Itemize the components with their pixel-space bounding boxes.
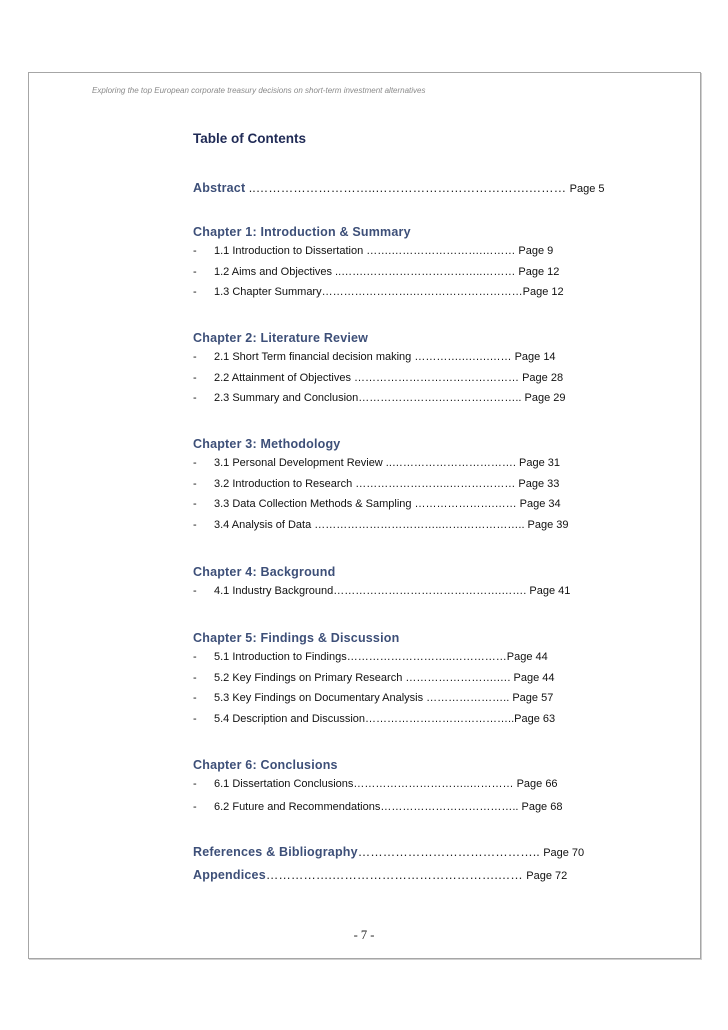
references-entry[interactable]	[193, 841, 613, 864]
toc-entry[interactable]	[193, 262, 613, 283]
appendices-entry[interactable]	[193, 864, 613, 887]
entry-text: 5.2 Key Findings on Primary Research …………………….…. Page 44	[214, 671, 555, 684]
abstract-entry[interactable]	[193, 179, 613, 197]
toc-entry[interactable]	[193, 581, 613, 602]
entry-bullet: -	[193, 518, 197, 531]
toc-entry[interactable]	[193, 515, 613, 536]
entry-text: 3.2 Introduction to Research ……………………..……………… Page 33	[214, 477, 560, 490]
entry-text: 3.4 Analysis of Data ……………………………..………………….. Page 39	[214, 518, 569, 531]
entry-text: 5.1 Introduction to Findings………………………..……………Page 44	[214, 651, 548, 663]
entry-bullet: -	[193, 351, 197, 363]
abstract-page: Page 5	[569, 183, 605, 195]
references-dots: ……………………………………..	[357, 845, 544, 859]
appendices-dots: …………….………………………………….……	[265, 868, 527, 882]
entry-bullet: -	[193, 265, 197, 278]
toc-chapter-1	[193, 223, 613, 303]
toc-title: Table of Contents	[193, 131, 306, 146]
toc-entry[interactable]	[193, 347, 613, 368]
entry-bullet: -	[193, 651, 197, 663]
entry-text: 6.2 Future and Recommendations……………………………….. Page 68	[214, 800, 563, 813]
references-page: Page 70	[543, 847, 585, 859]
abstract-dots: ..………………………..……………………………….………	[245, 181, 570, 195]
toc-abstract	[193, 179, 613, 197]
chapter-heading[interactable]: Chapter 3: Methodology	[193, 437, 341, 451]
entry-text: 5.4 Description and Discussion…………………………………..Page 63	[214, 712, 556, 725]
references-label: References & Bibliography	[193, 845, 358, 859]
chapter-heading[interactable]: Chapter 6: Conclusions	[193, 758, 338, 772]
chapter-heading[interactable]: Chapter 4: Background	[193, 565, 336, 579]
entry-bullet: -	[193, 778, 197, 790]
toc-entry[interactable]	[193, 709, 613, 730]
toc-entry[interactable]	[193, 774, 613, 795]
entry-text: 6.1 Dissertation Conclusions…………………………..………… Page 66	[214, 778, 558, 790]
entry-text: 1.2 Aims and Objectives ..…….…………………………..……… Page 12	[214, 265, 560, 278]
toc-entry[interactable]	[193, 453, 613, 474]
entry-bullet: -	[193, 392, 197, 404]
chapter-heading[interactable]: Chapter 2: Literature Review	[193, 331, 369, 345]
abstract-label: Abstract	[193, 181, 246, 195]
entry-bullet: -	[193, 371, 197, 384]
entry-text: 1.1 Introduction to Dissertation …….…………………….……… Page 9	[214, 245, 554, 257]
toc-entry[interactable]	[193, 494, 613, 515]
toc-chapter-2	[193, 329, 613, 409]
toc-entry[interactable]	[193, 668, 613, 689]
entry-text: 2.3 Summary and Conclusion………………….………………….. Page 29	[214, 392, 566, 404]
chapter-heading[interactable]: Chapter 5: Findings & Discussion	[193, 631, 400, 645]
entry-bullet: -	[193, 245, 197, 257]
entry-text: 2.1 Short Term financial decision making ………….….….…… Page 14	[214, 351, 556, 363]
entry-bullet: -	[193, 712, 197, 725]
page-number: - 7 -	[353, 928, 375, 942]
entry-bullet: -	[193, 800, 197, 813]
toc-chapter-6	[193, 756, 613, 817]
toc-back-matter	[193, 841, 613, 887]
toc-entry[interactable]	[193, 241, 613, 262]
chapter-heading[interactable]: Chapter 1: Introduction & Summary	[193, 225, 411, 239]
toc-entry[interactable]	[193, 688, 613, 709]
entry-text: 4.1 Industry Background……………………………………….……. Page 41	[214, 585, 571, 597]
toc-entry[interactable]	[193, 282, 613, 303]
entry-bullet: -	[193, 671, 197, 684]
entry-text: 5.3 Key Findings on Documentary Analysis ………………….. Page 57	[214, 692, 554, 704]
toc-chapter-3	[193, 435, 613, 535]
entry-text: 3.3 Data Collection Methods & Sampling ………………….…… Page 34	[214, 498, 561, 510]
entry-text: 3.1 Personal Development Review ..……………………………. Page 31	[214, 457, 561, 469]
entry-text: 1.3 Chapter Summary…………………….…………………………Page 12	[214, 286, 564, 298]
entry-bullet: -	[193, 498, 197, 510]
toc-entry[interactable]	[193, 797, 613, 818]
toc-entry[interactable]	[193, 388, 613, 409]
entry-bullet: -	[193, 457, 197, 469]
toc-chapter-5	[193, 629, 613, 729]
toc-chapter-4	[193, 563, 613, 602]
toc-entry[interactable]	[193, 474, 613, 495]
appendices-label: Appendices	[193, 868, 266, 882]
toc-entry[interactable]	[193, 368, 613, 389]
appendices-page: Page 72	[526, 870, 568, 882]
entry-text: 2.2 Attainment of Objectives ……………………………………… Page 28	[214, 371, 564, 384]
toc-entry[interactable]	[193, 647, 613, 668]
entry-bullet: -	[193, 477, 197, 490]
running-header: Exploring the top European corporate treasury decisions on short-term investment alternatives	[92, 86, 426, 95]
entry-bullet: -	[193, 585, 197, 597]
entry-bullet: -	[193, 286, 197, 298]
entry-bullet: -	[193, 692, 197, 704]
